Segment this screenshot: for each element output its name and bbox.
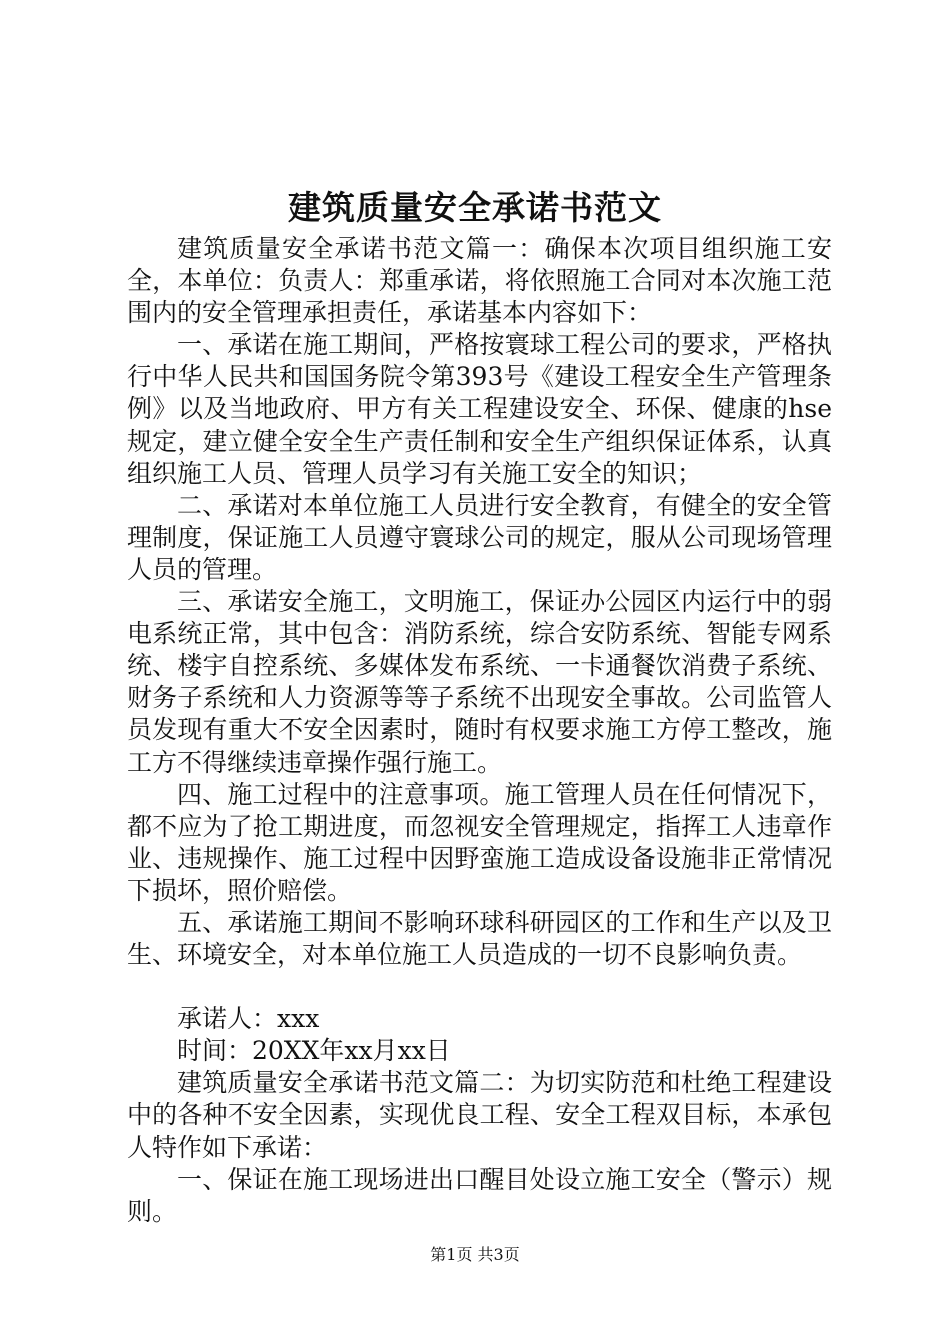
- page-footer: 第1页 共3页: [430, 1245, 520, 1264]
- paragraph-item-5: 五、承诺施工期间不影响环球科研园区的工作和生产以及卫生、环境安全，对本单位施工人员造成的一切不良影响负责。: [127, 907, 832, 970]
- date-line: 时间：20XX年xx月xx日: [177, 1036, 451, 1066]
- paragraph-item-1: 一、承诺在施工期间，严格按寰球工程公司的要求，严格执行中华人民共和国国务院令第393号《建设工程安全生产管理条例》以及当地政府、甲方有关工程建设安全、环保、健康的hse规定，建立健全安全生产责任制和安全生产组织保证体系，认真组织施工人员、管理人员学习有关施工安全的知识；: [127, 330, 832, 488]
- signer-line: 承诺人：xxx: [177, 1004, 320, 1034]
- paragraph-intro: 建筑质量安全承诺书范文篇一：确保本次项目组织施工安全，本单位：负责人：郑重承诺，将依照施工合同对本次施工范围内的安全管理承担责任，承诺基本内容如下：: [127, 234, 832, 328]
- paragraph-part2-item-1: 一、保证在施工现场进出口醒目处设立施工安全（警示）规则。: [127, 1164, 832, 1226]
- paragraph-item-3: 三、承诺安全施工，文明施工，保证办公园区内运行中的弱电系统正常，其中包含：消防系统，综合安防系统、智能专网系统、楼宇自控系统、多媒体发布系统、一卡通餐饮消费子系统、财务子系统和人力资源等等子系统不出现安全事故。公司监管人员发现有重大不安全因素时，随时有权要求施工方停工整改，施工方不得继续违章操作强行施工。: [127, 587, 832, 777]
- document-title: 建筑质量安全承诺书范文: [288, 188, 662, 227]
- paragraph-part2-intro: 建筑质量安全承诺书范文篇二：为切实防范和杜绝工程建设中的各种不安全因素，实现优良工程、安全工程双目标，本承包人特作如下承诺：: [127, 1068, 832, 1162]
- paragraph-item-4: 四、施工过程中的注意事项。施工管理人员在任何情况下，都不应为了抢工期进度，而忽视安全管理规定，指挥工人违章作业、违规操作、施工过程中因野蛮施工造成设备设施非正常情况下损坏，照价赔偿。: [127, 779, 832, 905]
- document-body: [127, 233, 832, 1228]
- paragraph-item-2: 二、承诺对本单位施工人员进行安全教育，有健全的安全管理制度，保证施工人员遵守寰球公司的规定，服从公司现场管理人员的管理。: [127, 490, 832, 584]
- blank-line: [127, 971, 832, 1003]
